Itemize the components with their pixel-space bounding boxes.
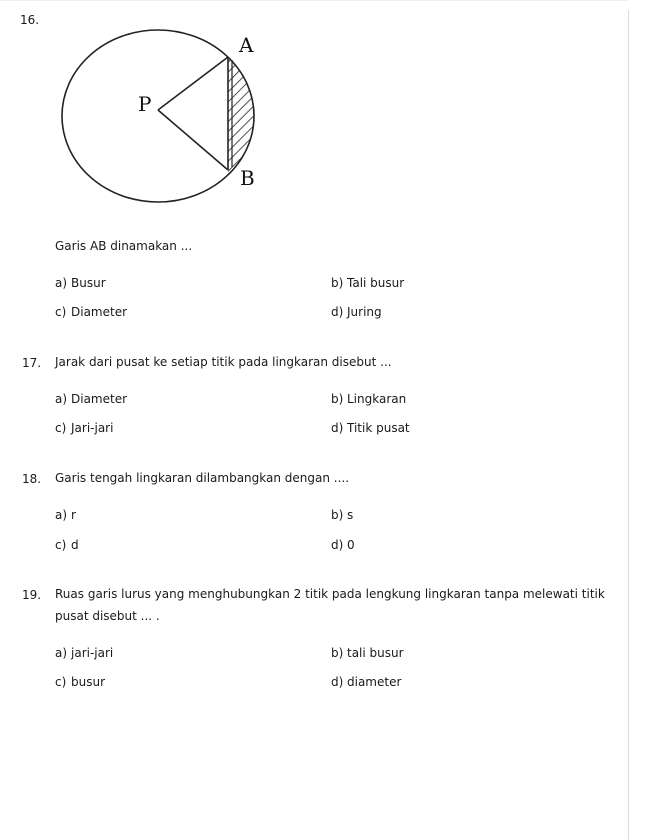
- q19-option-d: [331, 675, 401, 689]
- circle-figure: [50, 22, 290, 222]
- circle-outline: [62, 30, 254, 202]
- option-text: d: [71, 538, 79, 552]
- option-letter: d): [331, 421, 344, 435]
- option-text: Juring: [347, 305, 382, 319]
- option-text: Titik pusat: [347, 421, 410, 435]
- question-17-text: Jarak dari pusat ke setiap titik pada lingkaran disebut ...: [55, 355, 392, 369]
- q16-option-a: [55, 276, 106, 290]
- q16-option-c: [55, 305, 127, 319]
- question-18-text: Garis tengah lingkaran dilambangkan dengan ....: [55, 471, 350, 485]
- option-letter: a): [55, 392, 68, 406]
- option-text: Tali busur: [347, 276, 405, 290]
- option-letter: c): [55, 421, 67, 435]
- option-letter: b): [331, 508, 344, 522]
- option-text: 0: [347, 538, 355, 552]
- option-letter: d): [331, 305, 344, 319]
- option-text: Diameter: [71, 305, 128, 319]
- option-text: jari-jari: [71, 646, 114, 660]
- q16-option-b: [331, 276, 404, 290]
- option-letter: d): [331, 538, 344, 552]
- page-right-edge: [628, 10, 629, 840]
- option-text: tali busur: [347, 646, 404, 660]
- question-18-number: 18.: [22, 472, 42, 486]
- hatched-segment: [228, 52, 268, 182]
- radius-pb: [158, 110, 228, 170]
- page-top-edge: [0, 0, 628, 1]
- option-letter: b): [331, 646, 344, 660]
- q17-option-a: [55, 392, 127, 406]
- question-19-text-line2: pusat disebut ... .: [55, 609, 160, 623]
- label-b: B: [240, 166, 255, 190]
- option-text: Diameter: [71, 392, 128, 406]
- q18-option-c: [55, 538, 79, 552]
- q17-option-d: [331, 421, 410, 435]
- q18-option-b: [331, 508, 353, 522]
- q18-option-d: [331, 538, 355, 552]
- q18-option-a: [55, 508, 76, 522]
- question-17-number: 17.: [22, 356, 42, 370]
- q19-option-a: [55, 646, 113, 660]
- question-19-text-line1: Ruas garis lurus yang menghubungkan 2 titik pada lengkung lingkaran tanpa melewati titik: [55, 587, 605, 601]
- option-text: Lingkaran: [347, 392, 407, 406]
- option-text: busur: [71, 675, 106, 689]
- option-letter: a): [55, 646, 68, 660]
- option-letter: a): [55, 508, 68, 522]
- option-text: s: [347, 508, 354, 522]
- q17-option-c: [55, 421, 113, 435]
- q16-option-d: [331, 305, 382, 319]
- question-16-text: Garis AB dinamakan ...: [55, 239, 193, 253]
- q17-option-b: [331, 392, 406, 406]
- option-text: Busur: [71, 276, 106, 290]
- radius-pa: [158, 57, 228, 110]
- option-text: diameter: [347, 675, 402, 689]
- label-p: P: [138, 92, 152, 116]
- question-19-number: 19.: [22, 588, 42, 602]
- option-text: r: [71, 508, 76, 522]
- question-16-number: 16.: [20, 13, 40, 27]
- option-letter: a): [55, 276, 68, 290]
- option-letter: c): [55, 305, 67, 319]
- option-letter: b): [331, 392, 344, 406]
- option-letter: c): [55, 538, 67, 552]
- option-letter: c): [55, 675, 67, 689]
- option-text: Jari-jari: [71, 421, 114, 435]
- option-letter: b): [331, 276, 344, 290]
- option-letter: d): [331, 675, 344, 689]
- label-a: A: [239, 33, 254, 57]
- q19-option-c: [55, 675, 105, 689]
- q19-option-b: [331, 646, 404, 660]
